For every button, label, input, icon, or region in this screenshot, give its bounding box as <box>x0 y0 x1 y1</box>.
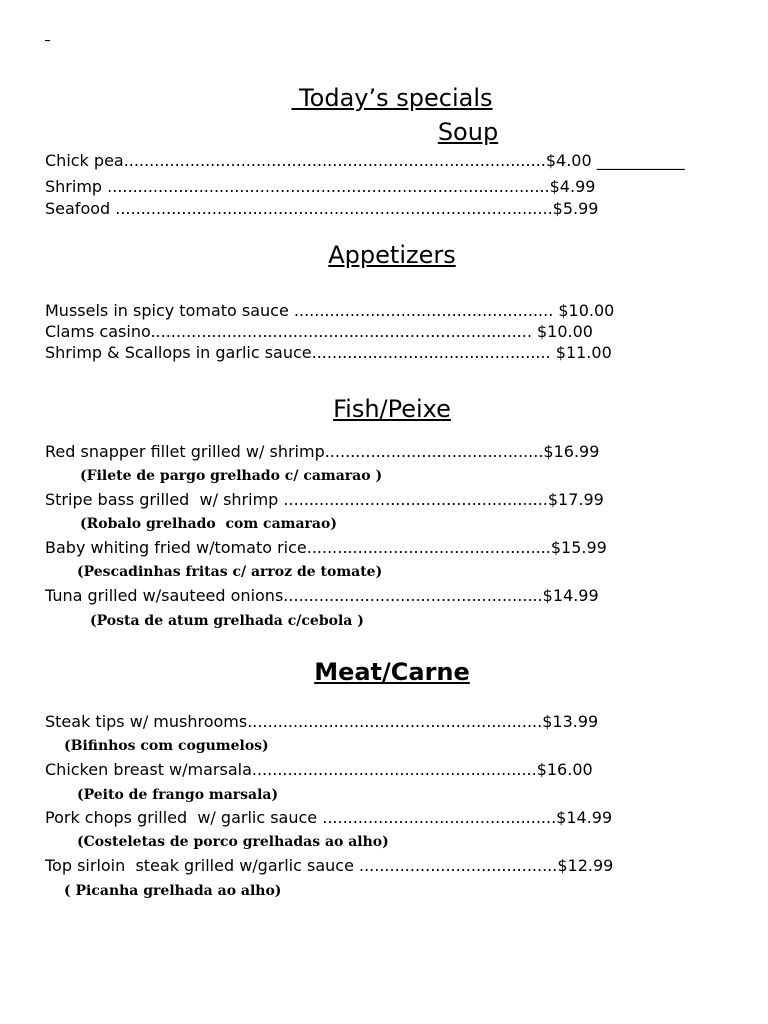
fish-item-translation: (Pescadinhas fritas c/ arroz de tomate) <box>77 564 383 580</box>
fish-item: Stripe bass grilled w/ shrimp ....................................................$17.99 <box>45 490 604 509</box>
fish-item: Red snapper fillet grilled w/ shrimp...........................................$16.99 <box>45 442 600 461</box>
fish-item-translation: (Posta de atum grelhada c/cebola ) <box>90 613 364 629</box>
appetizer-item: Mussels in spicy tomato sauce ................................................... $10.00 <box>45 301 615 320</box>
meat-item: Steak tips w/ mushrooms..........................................................$13.99 <box>45 712 599 731</box>
soup-heading: Soup <box>437 118 499 146</box>
meat-item-translation: (Costeletas de porco grelhadas ao alho) <box>77 834 389 850</box>
meat-item: Top sirloin steak grilled w/garlic sauce .......................................$12.99 <box>45 856 614 875</box>
fish-heading: Fish/Peixe <box>333 395 451 423</box>
fish-item: Tuna grilled w/sauteed onions...................................................$14.99 <box>45 586 599 605</box>
appetizer-item: Shrimp & Scallops in garlic sauce............................................... $11.00 <box>45 343 612 362</box>
page-title: Today’s specials <box>291 84 493 112</box>
soup-item: Shrimp .......................................................................................$4.99 <box>45 177 596 196</box>
fish-item-translation: (Robalo grelhado com camarao) <box>80 516 337 532</box>
meat-item: Chicken breast w/marsala........................................................$16.00 <box>45 760 593 779</box>
appetizer-item: Clams casino........................................................................... $10.00 <box>45 322 593 341</box>
page-mark: _ <box>45 31 50 42</box>
meat-heading: Meat/Carne <box>314 658 470 686</box>
meat-item: Pork chops grilled w/ garlic sauce ..............................................$14.99 <box>45 808 613 827</box>
meat-item-translation: (Bifinhos com cogumelos) <box>64 738 269 754</box>
soup-item: Chick pea...................................................................................$4.00 ___________ <box>45 151 685 170</box>
fish-item: Baby whiting fried w/tomato rice................................................$15.99 <box>45 538 607 557</box>
fish-item-translation: (Filete de pargo grelhado c/ camarao ) <box>80 468 383 484</box>
meat-item-translation: ( Picanha grelhada ao alho) <box>64 883 282 899</box>
soup-item: Seafood ......................................................................................$5.99 <box>45 199 599 218</box>
meat-item-translation: (Peito de frango marsala) <box>77 787 279 803</box>
appetizers-heading: Appetizers <box>328 241 456 269</box>
